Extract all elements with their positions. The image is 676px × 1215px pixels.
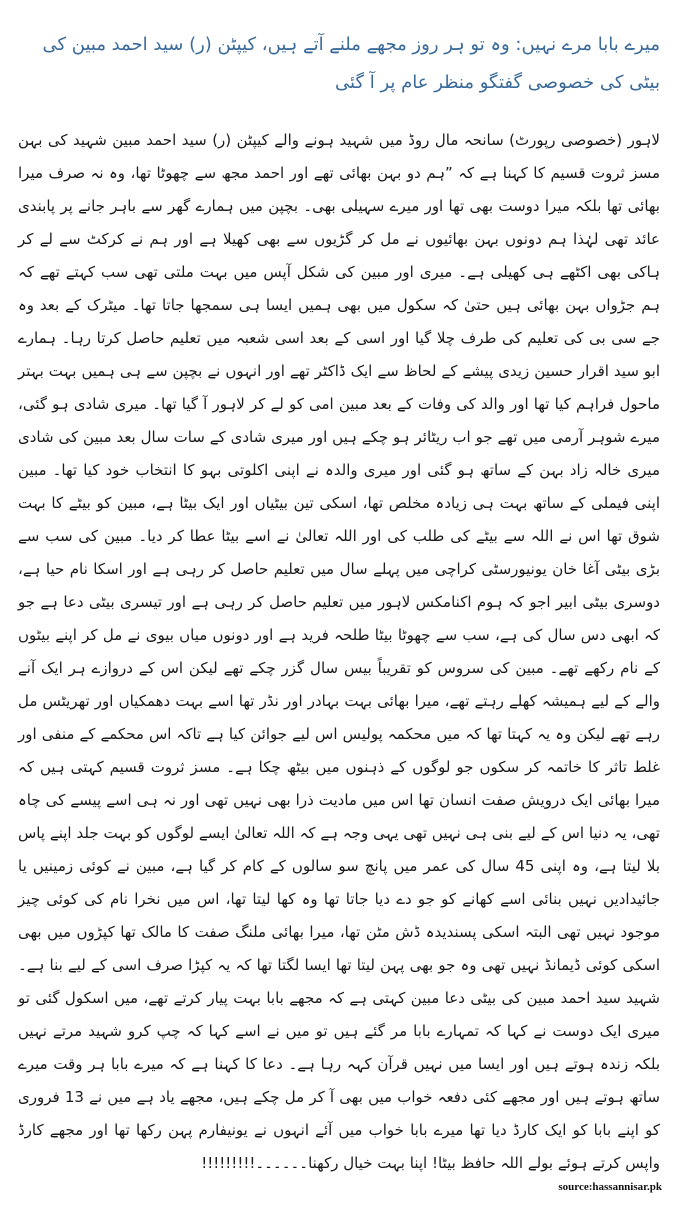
source-credit: source:hassannisar.pk <box>558 1181 662 1193</box>
article-headline: میرے بابا مرے نہیں: وہ تو ہر روز مجھے ملنے آتے ہیں، کیپٹن (ر) سید احمد مبین کی بیٹی کی خصوصی گفتگو منظر عام پر آ گئی <box>42 34 660 93</box>
article-body: لاہور (خصوصی رپورٹ) سانحہ مال روڈ میں شہید ہونے والے کیپٹن (ر) سید احمد مبین شہید کی بہن مسز ثروت قسیم کا کہنا ہے کہ ”ہم دو بہن بھائی تھے اور احمد مجھ سے چھوٹا تھا، وہ نہ صرف میرا بھائی تھا بلکہ میرا دوست بھی تھا اور میرے سہیلی بھی۔ بچپن میں ہمارے گھر سے باہر جانے پر پابندی عائد تھی لہٰذا ہم دونوں بہن بھائیوں نے مل کر گڑیوں سے بھی کھیلا ہے اور ہم نے کرکٹ سے لے کر ہاکی بھی اکٹھے ہی کھیلی ہے۔ میری اور مبین کی شکل آپس میں بہت ملتی تھی سب کہتے تھے کہ ہم جڑواں بہن بھائی ہیں حتیٰ کہ سکول میں بھی ہمیں ایسا ہی سمجھا جاتا تھا۔ میٹرک کے بعد وہ جے سی بی کی تعلیم کی طرف چلا گیا اور اسی کے بعد اسی شعبہ میں تعلیم حاصل کرتا رہا۔ ہمارے ابو سید اقرار حسین زیدی پیشے کے لحاظ سے ایک ڈاکٹر تھے اور انہوں نے بچپن سے ہی ہمیں بہت بہتر ماحول فراہم کیا تھا اور والد کی وفات کے بعد مبین امی کو لے کر لاہور آ گیا تھا۔ میری شادی ہو گئی، میرے شوہر آرمی میں تھے جو اب ریٹائر ہو چکے ہیں اور میری شادی کے سات سال بعد مبین کی شادی میری خالہ زاد بہن کے ساتھ ہو گئی اور میری والدہ نے اپنی اکلوتی بہو کا انتخاب خود کیا تھا۔ مبین اپنی فیملی کے ساتھ بہت ہی زیادہ مخلص تھا، اسکی تین بیٹیاں اور ایک بیٹا ہے، مبین کو بیٹے کا بہت شوق تھا اس نے اللہ سے بیٹے کی طلب کی اور اللہ تعالیٰ نے اسے بیٹا عطا کر دیا۔ مبین کی سب سے بڑی بیٹی آغا خان یونیورسٹی کراچی میں پہلے سال میں تعلیم حاصل کر رہی ہے اور اسکا نام حیا ہے، دوسری بیٹی ابیر اجو کہ ہوم اکنامکس لاہور میں تعلیم حاصل کر رہی ہے اور تیسری بیٹی دعا ہے جو کہ ابھی دس سال کی ہے، سب سے چھوٹا بیٹا طلحہ فرید ہے اور دونوں میاں بیوی نے مل کر اپنے بیٹوں کے نام رکھے تھے۔ مبین کی سروس کو تقریباً بیس سال گزر چکے تھے لیکن اس کے دروازے ہر ایک آنے والے کے لیے ہمیشہ کھلے رہتے تھے، میرا بھائی بہت بہادر اور نڈر تھا اسے بہت دھمکیاں اور تھریٹس مل رہے تھے لیکن وہ یہ کہتا تھا کہ میں محکمہ پولیس اس لیے جوائن کیا ہے تاکہ اس محکمے کے منفی اور غلط تاثر کا خاتمہ کر سکوں جو لوگوں کے ذہنوں میں بیٹھ چکا ہے۔ مسز ثروت قسیم کہتی ہیں کہ میرا بھائی ایک درویش صفت انسان تھا اس میں مادیت ذرا بھی نہیں تھی اور نہ ہی اسے پیسے کی چاہ تھی، یہ دنیا اس کے لیے بنی ہی نہیں تھی یہی وجہ ہے کہ اللہ تعالیٰ ایسے لوگوں کو بہت جلد اپنے پاس بلا لیتا ہے، وہ اپنی 45 سال کی عمر میں پانچ سو سالوں کے کام کر گیا ہے، مبین نے کوئی زمینیں یا جائیدادیں نہیں بنائی اسے کھانے کو جو دے دیا جاتا تھا وہ کھا لیتا تھا، اس میں نخرا نام کی کوئی چیز موجود نہیں تھی البتہ اسکی پسندیدہ ڈش مٹن تھا، میرا بھائی ملنگ صفت کا مالک تھا کپڑوں میں بھی اسکی کوئی ڈیمانڈ نہیں تھی وہ جو بھی پہن لیتا تھا ایسا لگتا تھا کہ یہ کپڑا صرف اسی کے لیے بنا ہے۔ شہید سید احمد مبین کی بیٹی دعا مبین کہتی ہے کہ مجھے بابا بہت پیار کرتے تھے، میں اسکول گئی تو میری ایک دوست نے کہا کہ تمہارے بابا مر گئے ہیں تو میں نے اسے کہا کہ چپ کرو شہید مرتے نہیں بلکہ زندہ ہوتے ہیں اور ایسا میں نہیں قرآن کہہ رہا ہے۔ دعا کا کہنا ہے کہ میرے بابا ہر وقت میرے ساتھ ہوتے ہیں اور مجھے کئی دفعہ خواب میں بھی آ کر مل چکے ہیں، مجھے یاد ہے میں نے 13 فروری کو اپنے بابا کو ایک کارڈ دیا تھا میرے بابا خواب میں آئے انہوں نے یونیفارم پہن رکھا تھا اور مجھے کارڈ واپس کرتے ہوئے بولے اللہ حافظ بیٹا! اپنا بہت خیال رکھنا۔۔۔۔۔۔!!!!!!!!! <box>18 131 661 1172</box>
